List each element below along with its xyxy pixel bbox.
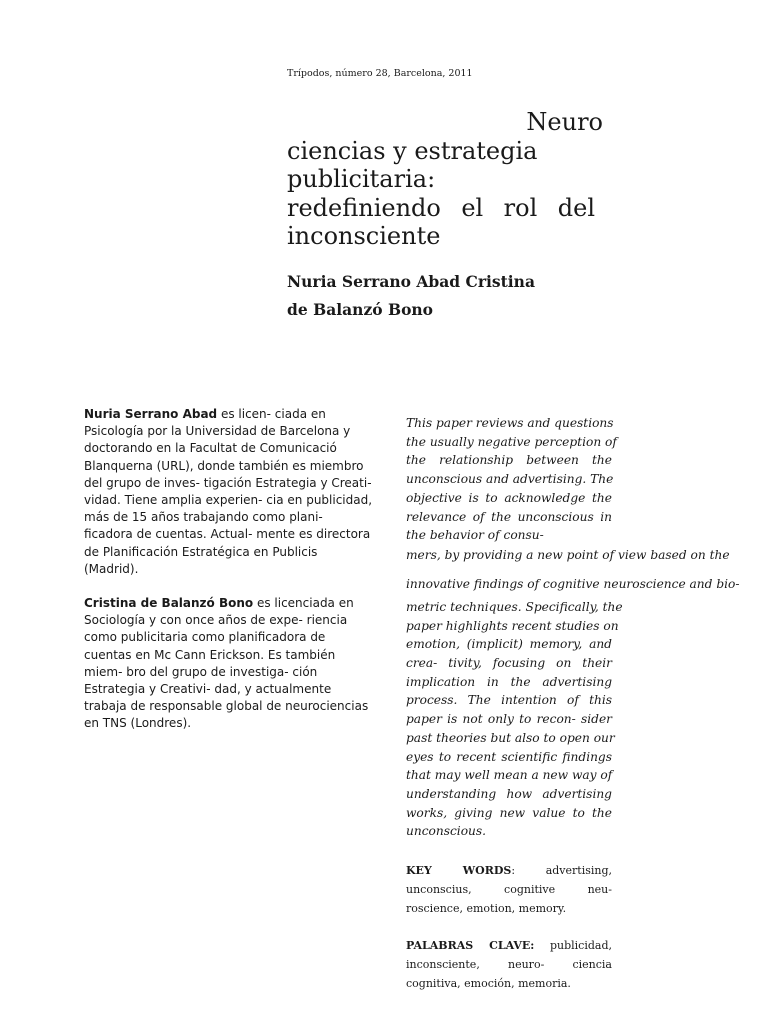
palabras-line: inconsciente, neuro- ciencia [406, 958, 612, 971]
bio-text: es licenciada en Sociología y con once años de expe- riencia como publicitaria como planificadora de cuentas en Mc Cann Erickson. Es también miem- bro del grupo de investiga- ción Estrategia y Creativi- dad, y actualmente trabaja de responsable global de neurociencias en TNS (Londres). [84, 596, 369, 731]
abstract-line: implication in the advertising [406, 674, 612, 689]
abstract-line: unconscious. [406, 824, 487, 839]
abstract-line: paper highlights recent studies on [406, 618, 619, 633]
keywords-text: : advertising, [511, 864, 613, 877]
bio-author-name: Cristina de Balanzó Bono [84, 596, 254, 611]
abstract-line: crea- tivity, focusing on their [406, 656, 612, 671]
abstract-line: the behavior of consu- [406, 528, 544, 543]
abstract-line: works, giving new value to the [406, 805, 612, 820]
author-bios [84, 406, 374, 750]
palabras-text: publicidad, [534, 939, 612, 952]
bio-author-name: Nuria Serrano Abad [84, 407, 218, 421]
palabras-clave [406, 936, 612, 993]
palabras-line [406, 936, 612, 955]
keywords-line: unconscius, cognitive neu- [406, 883, 612, 896]
abstract-line: the usually negative perception of [406, 434, 617, 449]
keywords-line: roscience, emotion, memory. [406, 902, 567, 915]
palabras-line: cognitiva, emoción, memoria. [406, 977, 571, 990]
title-line: inconsciente [287, 222, 441, 250]
author-line: Nuria Serrano Abad Cristina [287, 272, 535, 291]
key-words [406, 861, 612, 918]
abstract-line: process. The intention of this [406, 693, 612, 708]
abstract-line: objective is to acknowledge the [406, 490, 612, 505]
bio-text: es licen- ciada en Psicología por la Universidad de Barcelona y doctorando en la Facultat de Comunicació Blanquerna (URL), donde también es miembro del grupo de inves- tigación Estrategia y Creati- vidad. Tiene amplia experien- cia en publicidad, más de 15 años trabajando como plani- ficadora de cuentas. Actual- mente es directora de Planificación Estratégica en Publicis (Madrid). [84, 407, 373, 576]
abstract-line: unconscious and advertising. The [406, 472, 614, 487]
abstract-line: eyes to recent scientific findings [406, 749, 612, 764]
abstract-line: emotion, (implicit) memory, and [406, 637, 612, 652]
abstract-line: relevance of the unconscious in [406, 509, 612, 524]
bio-paragraph [84, 595, 374, 733]
bio-paragraph [84, 406, 374, 578]
abstract-line: metric techniques. Specifically, the [406, 599, 623, 614]
title-line: publicitaria: [287, 165, 436, 193]
article-title [287, 108, 617, 251]
running-header: Trípodos, número 28, Barcelona, 2011 [287, 68, 473, 79]
abstract [406, 414, 740, 841]
keywords-line [406, 861, 612, 880]
author-names [287, 268, 607, 324]
abstract-line: This paper reviews and questions [406, 416, 614, 430]
abstract-line: paper is not only to recon- sider [406, 712, 612, 727]
keywords-label: KEY WORDS [406, 864, 512, 877]
abstract-line: that may well mean a new way of [406, 768, 613, 783]
abstract-line: understanding how advertising [406, 786, 612, 801]
abstract-line: past theories but also to open our [406, 730, 615, 745]
abstract-overflow-line: mers, by providing a new point of view based on the [406, 547, 730, 562]
title-line: Neuro [526, 108, 603, 136]
title-line: ciencias y estrategia [287, 136, 538, 165]
abstract-line: the relationship between the [406, 453, 612, 468]
palabras-label: PALABRAS CLAVE: [406, 939, 535, 952]
abstract-overflow-line: innovative findings of cognitive neuroscience and bio- [406, 576, 740, 591]
title-line: redefiniendo el rol del [287, 193, 595, 222]
author-line: de Balanzó Bono [287, 300, 434, 319]
